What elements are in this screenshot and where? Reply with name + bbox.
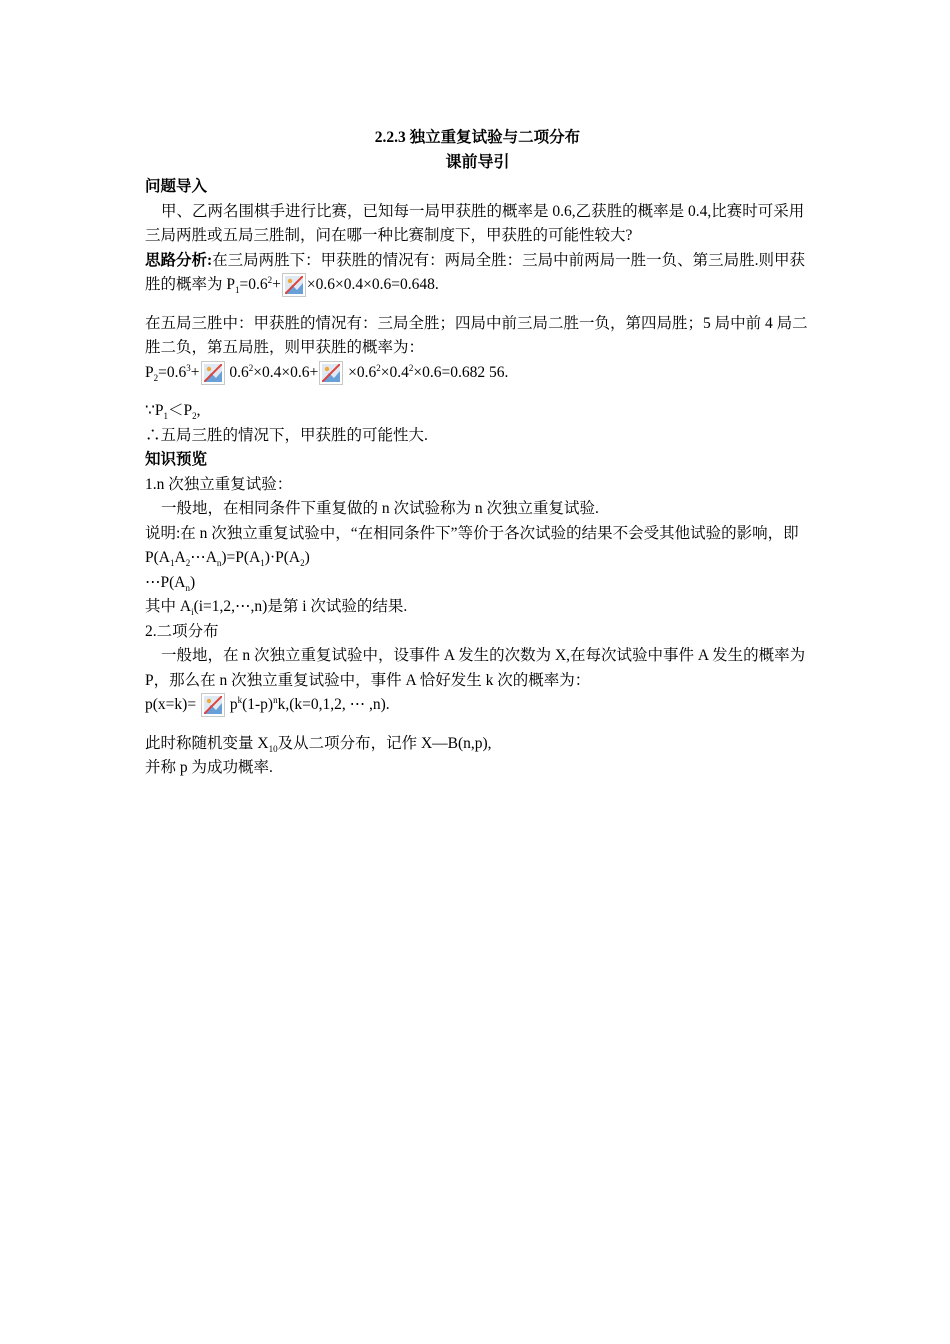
- f1-s4: 1: [260, 558, 265, 569]
- problem-paragraph: 甲、乙两名围棋手进行比赛，已知每一局甲获胜的概率是 0.6,乙获胜的概率是 0.4,比赛时可采用三局两胜或五局三胜制，问在哪一种比赛制度下，甲获胜的可能性较大?: [145, 202, 805, 244]
- therefore-line: ∴五局三胜的情况下，甲获胜的可能性大.: [145, 426, 428, 444]
- p1-symbol: P: [226, 276, 236, 293]
- because-comma: ,: [196, 402, 201, 419]
- because-sub-2: 2: [192, 411, 197, 422]
- p2-term-2: 0.6: [225, 363, 249, 381]
- document-title: 2.2.3 独立重复试验与二项分布: [374, 129, 581, 146]
- p1-subscript: 1: [235, 285, 240, 296]
- p2-exponent-3: 2: [376, 362, 381, 373]
- analysis-paragraph: [145, 249, 810, 298]
- random-variable-line: [145, 732, 810, 757]
- document-subtitle: 课前导引: [445, 153, 510, 171]
- independence-formula: [145, 546, 810, 571]
- document-page: [145, 126, 810, 781]
- item2-title: 2.二项分布: [145, 622, 219, 640]
- p1-rest: ×0.6×0.4×0.6=0.648.: [306, 276, 439, 293]
- section-heading-preview: 知识预览: [145, 451, 208, 468]
- item1-paragraph: 一般地，在相同条件下重复做的 n 次试验称为 n 次独立重复试验.: [161, 500, 599, 517]
- p1-term: =0.6: [239, 276, 268, 293]
- where-sub: i: [191, 607, 194, 618]
- analysis-paragraph-2: 在五局三胜中：甲获胜的情况有：三局全胜；四局中前三局二胜一负，第四局胜；5 局中前 4 局二胜二负，第五局胜，则甲获胜的概率为：: [145, 314, 808, 356]
- where-a: 其中 A: [145, 598, 192, 615]
- section-heading-intro: 问题导入: [145, 178, 208, 195]
- f1-a: P(A: [145, 549, 170, 566]
- p2-exponent-4: 2: [408, 362, 414, 373]
- px-sup1: k: [237, 694, 243, 705]
- analysis-text: 在三局两胜下：甲获胜的情况有：两局全胜：三局中前两局一胜一负、第三局胜.则甲获胜的概率为: [145, 251, 806, 293]
- f2-a: ⋯P(A: [145, 573, 186, 591]
- f1-s5: 2: [300, 558, 305, 569]
- where-line: [145, 595, 810, 620]
- p2-exponent: 3: [186, 362, 191, 373]
- f1-s3: n: [216, 558, 222, 569]
- f2-b: ): [189, 573, 196, 591]
- item2-paragraph: 一般地，在 n 次独立重复试验中，设事件 A 发生的次数为 X,在每次试验中事件 A 发生的概率为 P，那么在 n 次独立重复试验中，事件 A 恰好发生 k 次的概率为：: [145, 647, 806, 689]
- p2-term-5: ×0.4: [380, 363, 409, 381]
- p2-exponent-2: 2: [248, 362, 254, 373]
- because-line: [145, 399, 810, 424]
- p2-symbol: P: [145, 363, 154, 381]
- where-b: (i=1,2,⋯,n)是第 i 次试验的结果.: [193, 598, 408, 615]
- rv-a: 此时称随机变量 X: [145, 734, 269, 752]
- broken-image-icon: [201, 361, 225, 385]
- f1-s1: 1: [169, 558, 175, 569]
- because-sub-1: 1: [163, 411, 168, 422]
- p2-formula: [145, 361, 810, 386]
- analysis-label: 思路分析:: [145, 251, 213, 269]
- broken-image-icon: [319, 361, 343, 385]
- because-compare: ＜P: [167, 402, 193, 419]
- f1-e: )·P(A: [264, 549, 301, 566]
- px-sup2: n: [273, 694, 278, 705]
- px-d: k,(k=0,1,2, ⋯ ,n).: [277, 696, 390, 713]
- item1-title: 1.n 次独立重复试验：: [145, 475, 293, 493]
- note-paragraph: 说明:在 n 次独立重复试验中，“在相同条件下”等价于各次试验的结果不会受其他试验的影响，即: [145, 524, 799, 542]
- p2-plus: +: [190, 363, 200, 381]
- f1-b: A: [174, 549, 186, 566]
- px-a: p(x=k)=: [145, 696, 200, 713]
- rv-b: 及从二项分布，记作 X—B(n,p),: [277, 734, 492, 752]
- p2-term-4: ×0.6: [344, 363, 377, 381]
- f2-s: n: [185, 582, 190, 593]
- p1-plus: +: [272, 276, 281, 293]
- broken-image-icon: [201, 693, 225, 717]
- f1-c: ⋯A: [190, 549, 217, 566]
- px-b: p: [225, 696, 238, 713]
- p2-result: ×0.6=0.682 56.: [413, 363, 509, 381]
- px-c: (1-p): [242, 696, 274, 713]
- independence-formula-cont: [145, 571, 810, 596]
- because-text: ∵P: [145, 402, 164, 419]
- binomial-formula: [145, 693, 810, 718]
- f1-s2: 2: [185, 558, 191, 569]
- p2-term-3: ×0.4×0.6+: [253, 363, 319, 381]
- broken-image-icon: [282, 273, 306, 297]
- p2-subscript: 2: [153, 372, 159, 383]
- p2-term: =0.6: [158, 363, 187, 381]
- f1-d: )=P(A: [221, 549, 261, 566]
- f1-f: ): [304, 549, 310, 566]
- rv-sub: 10: [268, 743, 278, 754]
- last-line: 并称 p 为成功概率.: [145, 759, 273, 776]
- p1-exponent: 2: [267, 274, 273, 285]
